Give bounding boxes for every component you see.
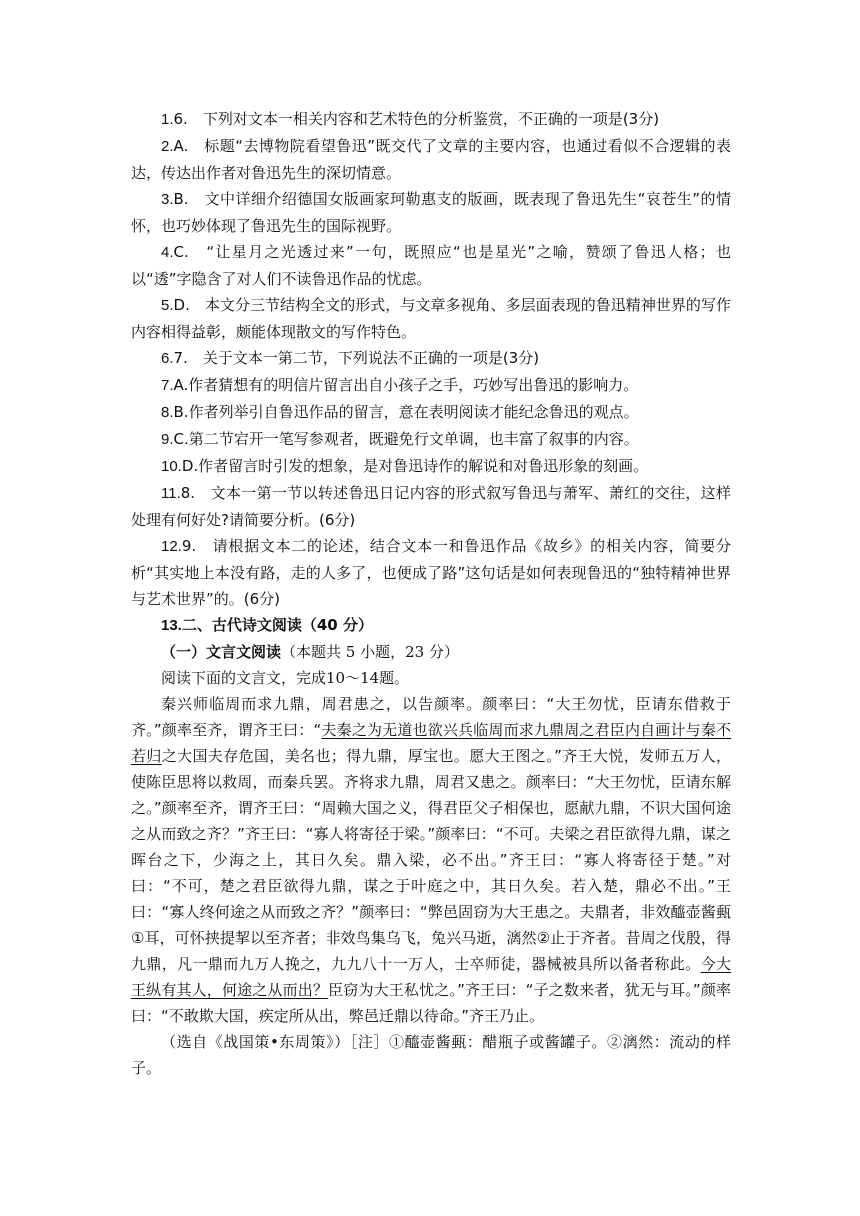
item-number: 13. [161, 617, 182, 634]
item-number: 7. [161, 377, 174, 394]
passage-text: 臣窃为大王私忧之。”齐王曰：“子之数来者，犹无与耳。”颜率曰：“不敢欺大国，疾定所从出，弊邑迁鼎以待命。”齐王乃止。 [131, 981, 731, 1025]
item-text: C.第二节宕开一笔写参观者，既避免行文单调，也丰富了叙事的内容。 [173, 430, 639, 448]
item-number: 1. [161, 111, 174, 128]
question-item [131, 106, 731, 133]
section-title [131, 612, 731, 639]
question-item [131, 533, 731, 612]
item-number: 4. [161, 244, 174, 261]
subsection-heading [131, 639, 731, 665]
underlined-sentence: 今大王纵有其人，何途之从而出？ [131, 955, 731, 999]
item-text: 二、古代诗文阅读（40 分） [181, 616, 373, 634]
question-item [131, 453, 731, 480]
passage-text: 之大国夫存危国，美名也；得九鼎，厚宝也。愿大王图之。”齐王大悦，发师五万人，使陈臣思将以救周，而秦兵罢。齐将求九鼎，周君又患之。颜率曰：“大王勿忧，臣请东解之。”颜率至齐，谓齐王曰：“周赖大国之义，得君臣父子相保也，愿献九鼎，不识大国何途之从而致之齐？”齐王曰：“寡人将寄径于梁。”颜率曰：“不可。夫梁之君臣欲得九鼎，谋之晖台之下，少海之上，其日久矣。鼎入梁，必不出。”齐王曰：“寡人将寄径于楚。”对曰：“不可，楚之君臣欲得九鼎，谋之于叶庭之中，其日久矣。若入楚，鼎必不出。”王曰：“寡人终何途之从而致之齐？”颜率曰：“弊邑固窃为大王患之。夫鼎者，非效醯壶酱甀①耳，可怀挟提挈以至齐者；非效鸟集乌飞，兔兴马逝，漓然②止于齐者。昔周之伐殷，得九鼎，凡一鼎而九万人挽之，九九八十一万人，士卒师徒，器械被具所以备者称此。 [131, 747, 731, 973]
item-number: 2. [161, 138, 174, 155]
document-content [131, 106, 731, 1081]
question-item [131, 186, 731, 239]
instruction: 阅读下面的文言文，完成10～14题。 [161, 669, 410, 687]
subsection-note: （本题共 5 小题，23 分） [281, 643, 459, 661]
question-item [131, 372, 731, 399]
item-text: B.作者列举引自鲁迅作品的留言，意在表明阅读才能纪念鲁迅的观点。 [173, 403, 639, 421]
underlined-sentence: 夫秦之为无道也欲兴兵临周而求九鼎周之君臣内自画计与秦不若归 [131, 721, 731, 765]
item-number: 5. [161, 297, 174, 314]
passage-text: 秦兴师临周而求九鼎，周君患之，以告颜率。颜率曰：“大王勿忧，臣请东借救于齐。”颜率至齐，谓齐王曰：“ [131, 695, 731, 739]
question-item [131, 292, 731, 345]
item-text: D.作者留言时引发的想象，是对鲁迅诗作的解说和对鲁迅形象的刻画。 [181, 457, 649, 475]
item-text: 7. 关于文本一第二节，下列说法不正确的一项是(3分) [173, 349, 540, 367]
item-text: C. “让星月之光透过来”一句，既照应“也是星光”之喻，赞颂了鲁迅人格；也以“透”字隐含了对人们不读鲁迅作品的忧虑。 [131, 243, 731, 288]
question-item [131, 345, 731, 372]
item-text: 6. 下列对文本一相关内容和艺术特色的分析鉴赏，不正确的一项是(3分) [173, 110, 660, 128]
question-item [131, 239, 731, 292]
question-item [131, 480, 731, 533]
source-note: （选自《战国策•东周策》）［注］①醯壶酱甀：醋瓶子或酱罐子。②漓然：流动的样子。 [131, 1033, 731, 1077]
question-item [131, 399, 731, 426]
question-item [131, 426, 731, 453]
item-number: 11. [161, 485, 181, 502]
item-text: B. 文中详细介绍德国女版画家珂勒惠支的版画，既表现了鲁迅先生“哀苍生”的情怀，也巧妙体现了鲁迅先生的国际视野。 [131, 190, 731, 235]
item-number: 6. [161, 350, 174, 367]
item-number: 8. [161, 404, 174, 421]
item-text: 9. 请根据文本二的论述，结合文本一和鲁迅作品《故乡》的相关内容，简要分析“其实地上本没有路，走的人多了，也便成了路”这句话是如何表现鲁迅的“独特精神世界与艺术世界”的。(6分) [131, 537, 731, 608]
subsection-title: （一）文言文阅读 [161, 643, 282, 661]
item-number: 3. [161, 191, 174, 208]
item-number: 12. [161, 538, 182, 555]
item-text: A. 标题“去博物院看望鲁迅”既交代了文章的主要内容，也通过看似不合逻辑的表达，传达出作者对鲁迅先生的深切情意。 [131, 137, 731, 182]
item-text: A.作者猜想有的明信片留言出自小孩子之手，巧妙写出鲁迅的影响力。 [173, 376, 639, 394]
item-text: D. 本文分三节结构全文的形式，与文章多视角、多层面表现的鲁迅精神世界的写作内容相得益彰，颇能体现散文的写作特色。 [131, 296, 731, 341]
item-number: 10. [161, 458, 182, 475]
item-text: 8. 文本一第一节以转述鲁迅日记内容的形式叙写鲁迅与萧军、萧红的交往，这样处理有何好处?请简要分析。(6分) [131, 484, 731, 529]
question-item [131, 133, 731, 186]
item-number: 9. [161, 431, 174, 448]
classical-passage [131, 691, 731, 1029]
